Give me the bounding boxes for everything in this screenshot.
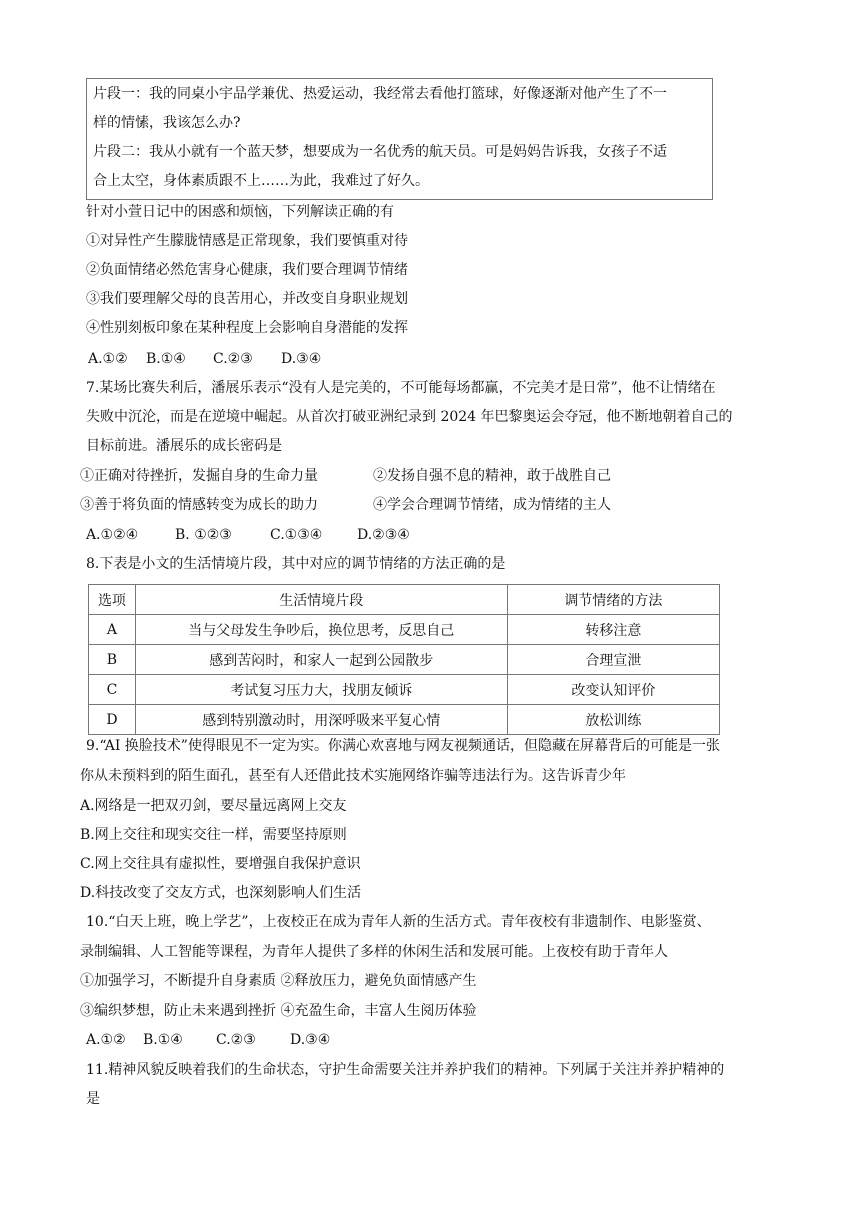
table-cell-option: B (89, 645, 136, 675)
q7-stem-line-2: 失败中沉沦，而是在逆境中崛起。从首次打破亚洲纪录到 2024 年巴黎奥运会夺冠，他不断地朝着自己的 (86, 409, 733, 425)
q7-choice-c: C.①③④ (270, 527, 323, 543)
table-header-row (89, 585, 720, 615)
table-header-method: 调节情绪的方法 (507, 585, 719, 615)
q6-choice-a: A.①② (88, 351, 128, 367)
q7-statement-3: ③善于将负面的情感转变为成长的助力 (80, 497, 318, 513)
q9-stem-line-2: 你从未预料到的陌生面孔，甚至有人还借此技术实施网络诈骗等违法行为。这告诉青少年 (80, 768, 626, 784)
q8-stem: 8.下表是小文的生活情境片段，其中对应的调节情绪的方法正确的是 (86, 556, 506, 572)
table-row (89, 645, 720, 675)
table-header-option: 选项 (89, 585, 136, 615)
q9-choice-b: B.网上交往和现实交往一样，需要坚持原则 (80, 827, 347, 843)
table-cell-method: 改变认知评价 (507, 675, 719, 705)
q9-choice-d: D.科技改变了交友方式，也深刻影响人们生活 (80, 885, 362, 901)
table-cell-scenario: 感到特别激动时，用深呼吸来平复心情 (135, 705, 507, 735)
q10-stem-line-1: 10.“白天上班，晚上学艺”，上夜校正在成为青年人新的生活方式。青年夜校有非遗制作、电影鉴赏、 (86, 914, 711, 930)
table-cell-scenario: 考试复习压力大，找朋友倾诉 (135, 675, 507, 705)
q6-statement-1: ①对异性产生朦胧情感是正常现象，我们要慎重对待 (86, 233, 408, 249)
q8-options-table (88, 584, 720, 735)
q7-stem-line-3: 目标前进。潘展乐的成长密码是 (86, 438, 282, 454)
excerpt-1-line-2: 样的情愫，我该怎么办? (93, 115, 241, 131)
q6-choice-c: C.②③ (213, 351, 253, 367)
q6-statement-2: ②负面情绪必然危害身心健康，我们要合理调节情绪 (86, 262, 408, 278)
q10-stem-line-2: 录制编辑、人工智能等课程，为青年人提供了多样的休闲生活和发展可能。上夜校有助于青年人 (80, 944, 668, 960)
excerpt-2-line-1: 片段二：我从小就有一个蓝天梦，想要成为一名优秀的航天员。可是妈妈告诉我，女孩子不适 (93, 144, 667, 160)
q7-statement-4: ④学会合理调节情绪，成为情绪的主人 (373, 497, 611, 513)
q9-choice-c: C.网上交往具有虚拟性，要增强自我保护意识 (80, 856, 361, 872)
table-row (89, 675, 720, 705)
q7-choice-d: D.②③④ (357, 527, 410, 543)
excerpt-2-line-2: 合上太空，身体素质跟不上……为此，我难过了好久。 (93, 173, 429, 189)
table-cell-method: 放松训练 (507, 705, 719, 735)
q10-choice-a: A.①② (86, 1032, 126, 1048)
q6-choice-d: D.③④ (281, 351, 322, 367)
q7-stem-line-1: 7.某场比赛失利后，潘展乐表示“没有人是完美的，不可能每场都赢，不完美才是日常”，他不让情绪在 (86, 380, 716, 396)
table-row (89, 615, 720, 645)
q10-choice-c: C.②③ (216, 1032, 256, 1048)
q9-stem-line-1: 9.“AI 换脸技术”使得眼见不一定为实。你满心欢喜地与网友视频通话，但隐藏在屏幕背后的可能是一张 (86, 738, 720, 754)
q7-statement-1: ①正确对待挫折，发掘自身的生命力量 (80, 468, 318, 484)
q11-stem-line-1: 11.精神风貌反映着我们的生命状态，守护生命需要关注并养护我们的精神。下列属于关注并养护精神的 (86, 1062, 725, 1078)
q6-statement-4: ④性别刻板印象在某种程度上会影响自身潜能的发挥 (86, 320, 408, 336)
q6-choice-b: B.①④ (146, 351, 186, 367)
q7-statement-2: ②发扬自强不息的精神，敢于战胜自己 (373, 468, 611, 484)
q6-statement-3: ③我们要理解父母的良苦用心，并改变自身职业规划 (86, 291, 408, 307)
table-cell-option: A (89, 615, 136, 645)
table-cell-option: D (89, 705, 136, 735)
table-cell-method: 转移注意 (507, 615, 719, 645)
table-cell-option: C (89, 675, 136, 705)
q9-choice-a: A.网络是一把双刃剑，要尽量远离网上交友 (80, 798, 347, 814)
excerpt-1-line-1: 片段一：我的同桌小宇品学兼优、热爱运动，我经常去看他打篮球，好像逐渐对他产生了不一 (93, 86, 667, 102)
q10-choice-d: D.③④ (290, 1032, 331, 1048)
table-row (89, 705, 720, 735)
table-cell-method: 合理宣泄 (507, 645, 719, 675)
table-header-scenario: 生活情境片段 (135, 585, 507, 615)
q10-choice-b: B.①④ (143, 1032, 183, 1048)
q11-stem-line-2: 是 (86, 1091, 100, 1107)
q6-stem: 针对小萱日记中的困惑和烦恼，下列解读正确的有 (86, 204, 394, 220)
q7-choice-a: A.①②④ (86, 527, 139, 543)
q10-statements-3-4: ③编织梦想，防止未来遇到挫折 ④充盈生命，丰富人生阅历体验 (80, 1003, 477, 1019)
table-cell-scenario: 感到苦闷时，和家人一起到公园散步 (135, 645, 507, 675)
q7-choice-b: B. ①②③ (175, 527, 232, 543)
table-cell-scenario: 当与父母发生争吵后，换位思考，反思自己 (135, 615, 507, 645)
q10-statements-1-2: ①加强学习，不断提升自身素质 ②释放压力，避免负面情感产生 (80, 973, 477, 989)
